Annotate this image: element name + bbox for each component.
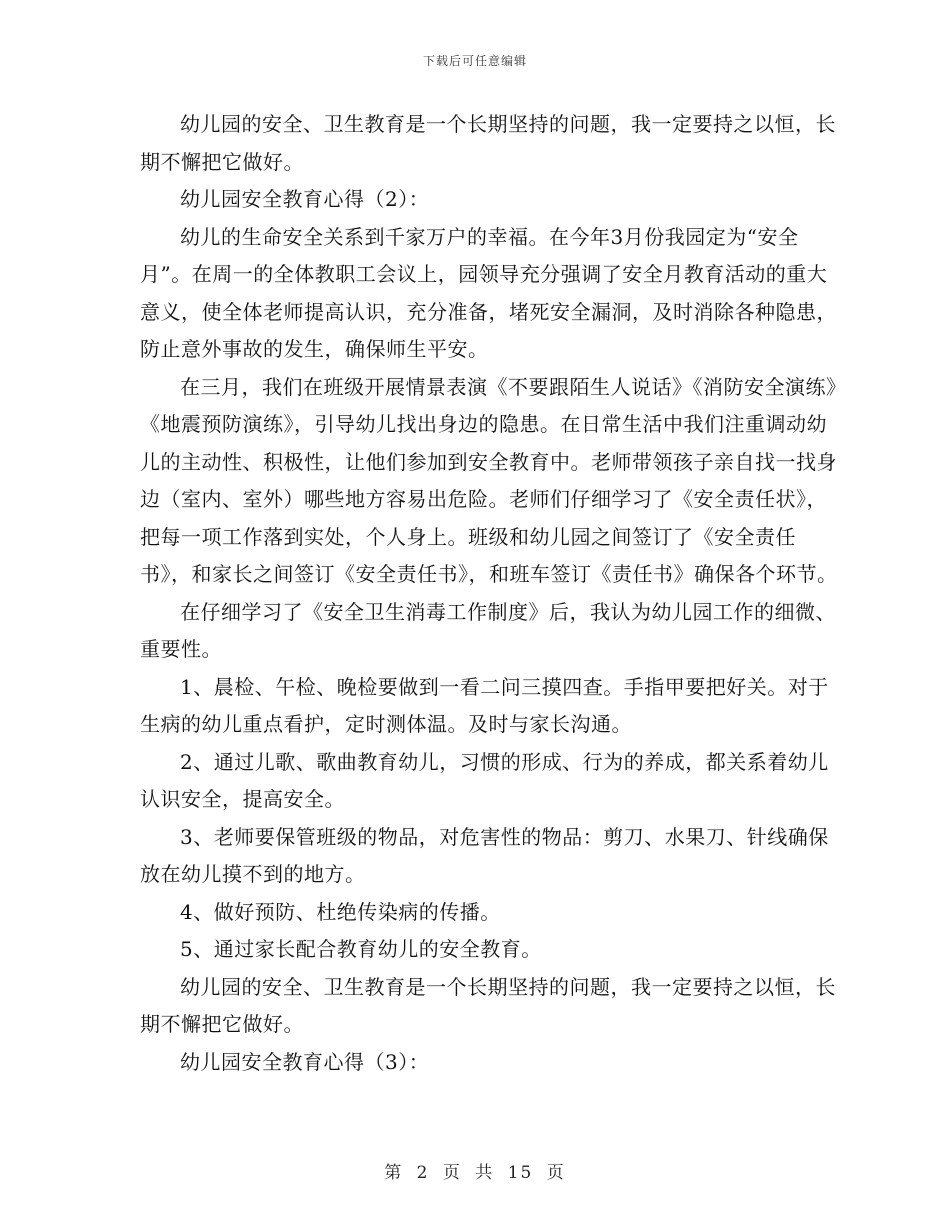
list-item-1: 1、晨检、午检、晚检要做到一看二问三摸四查。手指甲要把好关。对于生病的幼儿重点看护，定时测体温。及时与家长沟通。: [140, 674, 829, 736]
paragraph-closing: 幼儿园的安全、卫生教育是一个长期坚持的问题，我一定要持之以恒，长期不懈把它做好。: [140, 974, 836, 1036]
paragraph-4: 在三月，我们在班级开展情景表演《不要跟陌生人说话》《消防安全演练》《地震预防演练》，引导幼儿找出身边的隐患。在日常生活中我们注重调动幼儿的主动性、积极性，让他们参加到安全教育中。老师带领孩子亲自找一找身边（室内、室外）哪些地方容易出危险。老师们仔细学习了《安全责任状》，把每一项工作落到实处，个人身上。班级和幼儿园之间签订了《安全责任书》，和家长之间签订《安全责任书》，和班车签订《责任书》确保各个环节。: [140, 374, 838, 586]
footer-label-page-unit: 页: [442, 1163, 462, 1183]
section-heading-2: 幼儿园安全教育心得（2）：: [180, 187, 430, 211]
footer-label-total-unit: 页: [546, 1163, 566, 1183]
document-body: [140, 106, 840, 1081]
paragraph-5: 在仔细学习了《安全卫生消毒工作制度》后，我认为幼儿园工作的细微、重要性。: [140, 599, 836, 661]
current-page-number: 2: [416, 1163, 430, 1183]
footer-label-page: 第: [384, 1163, 404, 1183]
list-item-5: 5、通过家长配合教育幼儿的安全教育。: [180, 937, 542, 961]
section-heading-3: 幼儿园安全教育心得（3）：: [180, 1049, 430, 1074]
list-item-3: 3、老师要保管班级的物品，对危害性的物品：剪刀、水果刀、针线确保放在幼儿摸不到的地方。: [140, 824, 829, 886]
paragraph-3: 幼儿的生命安全关系到千家万户的幸福。在今年3月份我园定为“安全月”。在周一的全体教职工会议上，园领导充分强调了安全月教育活动的重大意义，使全体老师提高认识，充分准备，堵死安全漏洞，及时消除各种隐患，防止意外事故的发生，确保师生平安。: [140, 224, 837, 361]
list-item-2: 2、通过儿歌、歌曲教育幼儿，习惯的形成、行为的养成，都关系着幼儿认识安全，提高安全。: [140, 749, 829, 811]
total-pages-number: 15: [507, 1163, 534, 1183]
footer-label-total: 共: [475, 1163, 495, 1183]
paragraph-1: 幼儿园的安全、卫生教育是一个长期坚持的问题，我一定要持之以恒，长期不懈把它做好。: [140, 112, 836, 174]
page-header: 下载后可任意编辑: [422, 54, 527, 68]
page-footer: [0, 1158, 950, 1183]
list-item-4: 4、做好预防、杜绝传染病的传播。: [180, 899, 501, 924]
